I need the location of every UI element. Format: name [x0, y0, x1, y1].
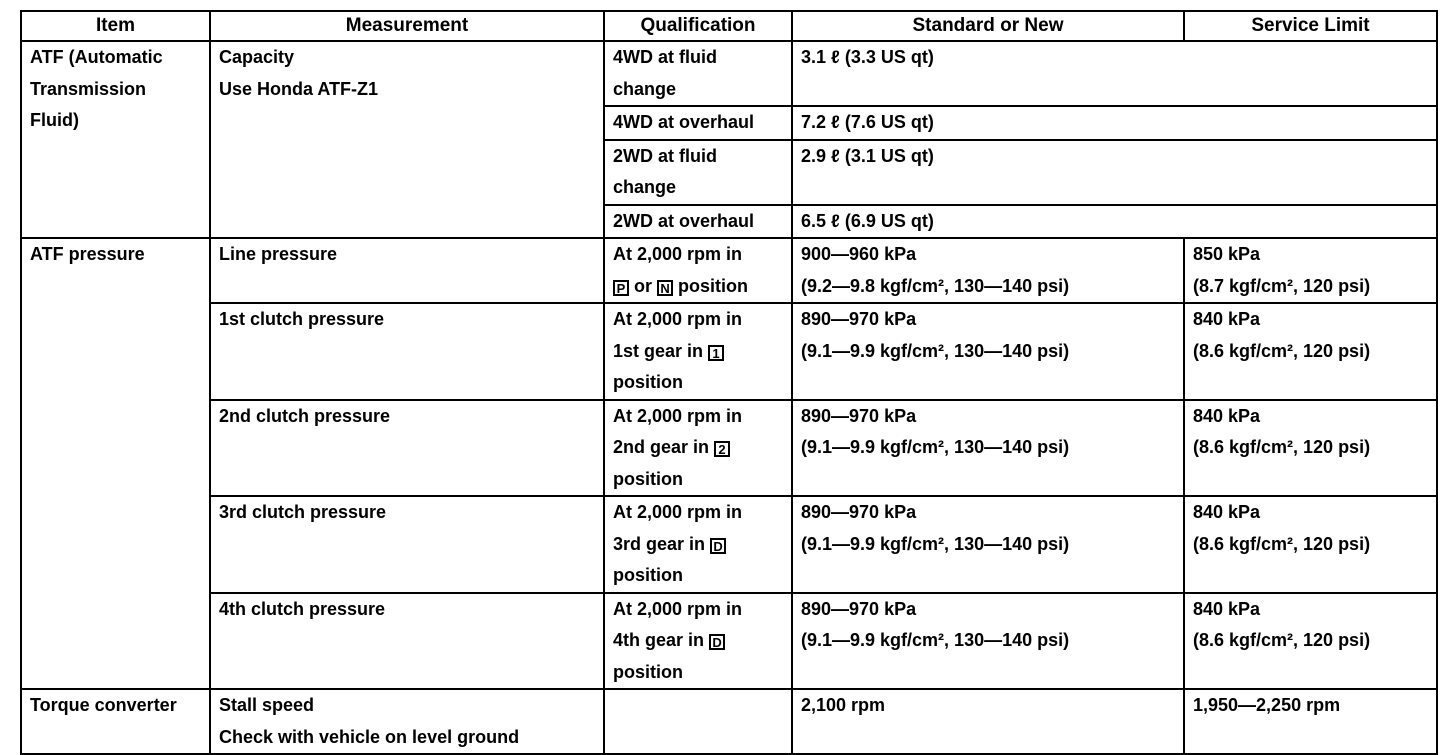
- qualification-gear-text: 1st gear in: [613, 340, 709, 361]
- qualification-text: At 2,000 rpm in: [613, 502, 743, 522]
- qualification-cell: [604, 106, 792, 140]
- qualification-gear-text: 2nd gear in: [613, 437, 715, 457]
- standard-value: 890—970 kPa: [801, 309, 917, 329]
- service-limit-value: 850 kPa: [1193, 244, 1261, 264]
- qualification-text: At 2,000 rpm in: [613, 309, 743, 329]
- service-limit-value-alt: (8.6 kgf/cm², 120 psi): [1193, 533, 1371, 554]
- gear-position-n-symbol: N: [657, 280, 673, 296]
- standard-value: 890—970 kPa: [801, 598, 917, 619]
- measurement-cell: 1st clutch pressure: [210, 303, 604, 400]
- table-row: [21, 496, 1437, 593]
- header-qualification: Qualification: [604, 11, 792, 41]
- standard-value: 890—970 kPa: [801, 502, 917, 522]
- standard-cell: [792, 238, 1184, 303]
- qualification-cell: [604, 303, 792, 400]
- qualification-text: At 2,000 rpm in: [613, 244, 743, 264]
- standard-value-alt: (9.1—9.9 kgf/cm², 130—140 psi): [801, 437, 1070, 457]
- gear-position-symbol: D: [709, 634, 725, 650]
- measurement-text: Check with vehicle on level ground: [219, 726, 520, 747]
- qualification-text: position: [613, 372, 683, 392]
- qualification-text: change: [613, 78, 677, 99]
- item-text: Transmission: [30, 78, 147, 99]
- standard-cell: [792, 303, 1184, 400]
- standard-cell: 2.9 ℓ (3.1 US qt): [792, 140, 1437, 205]
- standard-value-alt: (9.1—9.9 kgf/cm², 130—140 psi): [801, 630, 1070, 650]
- service-limit-value: 840 kPa: [1193, 309, 1261, 329]
- measurement-cell: [210, 689, 604, 754]
- qualification-text: [613, 625, 783, 657]
- standard-cell: 2,100 rpm: [792, 689, 1184, 754]
- standard-cell: 6.5 ℓ (6.9 US qt): [792, 205, 1437, 239]
- qualification-text: [613, 271, 783, 303]
- qualification-cell: [604, 41, 792, 106]
- item-cell-torque-converter: Torque converter: [21, 689, 210, 754]
- table-row: [21, 41, 1437, 106]
- measurement-cell: 4th clutch pressure: [210, 593, 604, 690]
- measurement-text: Capacity: [219, 47, 295, 67]
- measurement-cell: 2nd clutch pressure: [210, 400, 604, 497]
- qualification-text: change: [613, 177, 677, 197]
- qualification-gear-text: 4th gear in: [613, 630, 710, 650]
- table-row: [21, 400, 1437, 497]
- standard-cell: 3.1 ℓ (3.3 US qt): [792, 41, 1437, 106]
- gear-position-symbol: D: [710, 538, 726, 554]
- header-measurement: Measurement: [210, 11, 604, 41]
- specifications-table: [20, 10, 1438, 755]
- qualification-cell: [604, 140, 792, 205]
- header-item: Item: [21, 11, 210, 41]
- service-limit-value: 840 kPa: [1193, 598, 1261, 619]
- qualification-text: position: [613, 565, 683, 585]
- service-limit-value-alt: (8.7 kgf/cm², 120 psi): [1193, 275, 1371, 296]
- standard-value: 900—960 kPa: [801, 244, 917, 264]
- table-row: [21, 689, 1437, 754]
- measurement-cell-capacity: [210, 41, 604, 238]
- service-limit-cell: [1184, 303, 1437, 400]
- header-row: [21, 11, 1437, 41]
- header-service-limit: Service Limit: [1184, 11, 1437, 41]
- measurement-text: Stall speed: [219, 695, 315, 715]
- measurement-cell: Line pressure: [210, 238, 604, 303]
- item-text: Fluid): [30, 110, 79, 130]
- qualification-cell: [604, 689, 792, 754]
- qualification-text: position: [613, 468, 683, 489]
- service-limit-cell: [1184, 400, 1437, 497]
- qualification-text: [613, 529, 783, 561]
- standard-cell: [792, 593, 1184, 690]
- gear-position-symbol: 1: [708, 345, 724, 361]
- qualification-cell: [604, 400, 792, 497]
- service-limit-value-alt: (8.6 kgf/cm², 120 psi): [1193, 630, 1371, 650]
- qualification-cell: [604, 238, 792, 303]
- qualification-text: [613, 336, 783, 368]
- service-limit-value: 840 kPa: [1193, 405, 1261, 426]
- standard-cell: [792, 496, 1184, 593]
- qualification-text: 2WD at overhaul: [613, 210, 755, 231]
- standard-value-alt: (9.1—9.9 kgf/cm², 130—140 psi): [801, 533, 1070, 554]
- header-standard: Standard or New: [792, 11, 1184, 41]
- qualification-text: 4WD at fluid: [613, 47, 717, 67]
- standard-value: 890—970 kPa: [801, 405, 917, 426]
- gear-position-p-symbol: P: [613, 280, 629, 296]
- item-cell-atf: [21, 41, 210, 238]
- standard-value-alt: (9.2—9.8 kgf/cm², 130—140 psi): [801, 275, 1070, 296]
- qualification-cell: [604, 496, 792, 593]
- qualification-connector: or: [629, 275, 658, 296]
- table-row: [21, 303, 1437, 400]
- qualification-text: position: [613, 661, 683, 682]
- service-limit-value-alt: (8.6 kgf/cm², 120 psi): [1193, 340, 1371, 361]
- service-limit-value: 840 kPa: [1193, 502, 1261, 522]
- service-limit-cell: [1184, 496, 1437, 593]
- standard-cell: [792, 400, 1184, 497]
- qualification-text: At 2,000 rpm in: [613, 598, 743, 619]
- qualification-cell: [604, 205, 792, 239]
- qualification-text: [613, 432, 783, 464]
- item-cell-atf-pressure: ATF pressure: [21, 238, 210, 689]
- standard-cell: 7.2 ℓ (7.6 US qt): [792, 106, 1437, 140]
- gear-position-symbol: 2: [714, 441, 730, 457]
- qualification-text: 2WD at fluid: [613, 145, 717, 166]
- table-row: [21, 593, 1437, 690]
- qualification-cell: [604, 593, 792, 690]
- measurement-cell: 3rd clutch pressure: [210, 496, 604, 593]
- service-limit-cell: 1,950—2,250 rpm: [1184, 689, 1437, 754]
- item-text: ATF (Automatic: [30, 47, 163, 67]
- qualification-gear-text: 3rd gear in: [613, 533, 711, 554]
- measurement-text: Use Honda ATF-Z1: [219, 78, 379, 99]
- service-limit-cell: [1184, 238, 1437, 303]
- qualification-text: 4WD at overhaul: [613, 112, 755, 132]
- qualification-tail: position: [673, 275, 749, 296]
- qualification-text: At 2,000 rpm in: [613, 405, 743, 426]
- table-row: [21, 238, 1437, 303]
- standard-value-alt: (9.1—9.9 kgf/cm², 130—140 psi): [801, 340, 1070, 361]
- service-limit-cell: [1184, 593, 1437, 690]
- service-limit-value-alt: (8.6 kgf/cm², 120 psi): [1193, 437, 1371, 457]
